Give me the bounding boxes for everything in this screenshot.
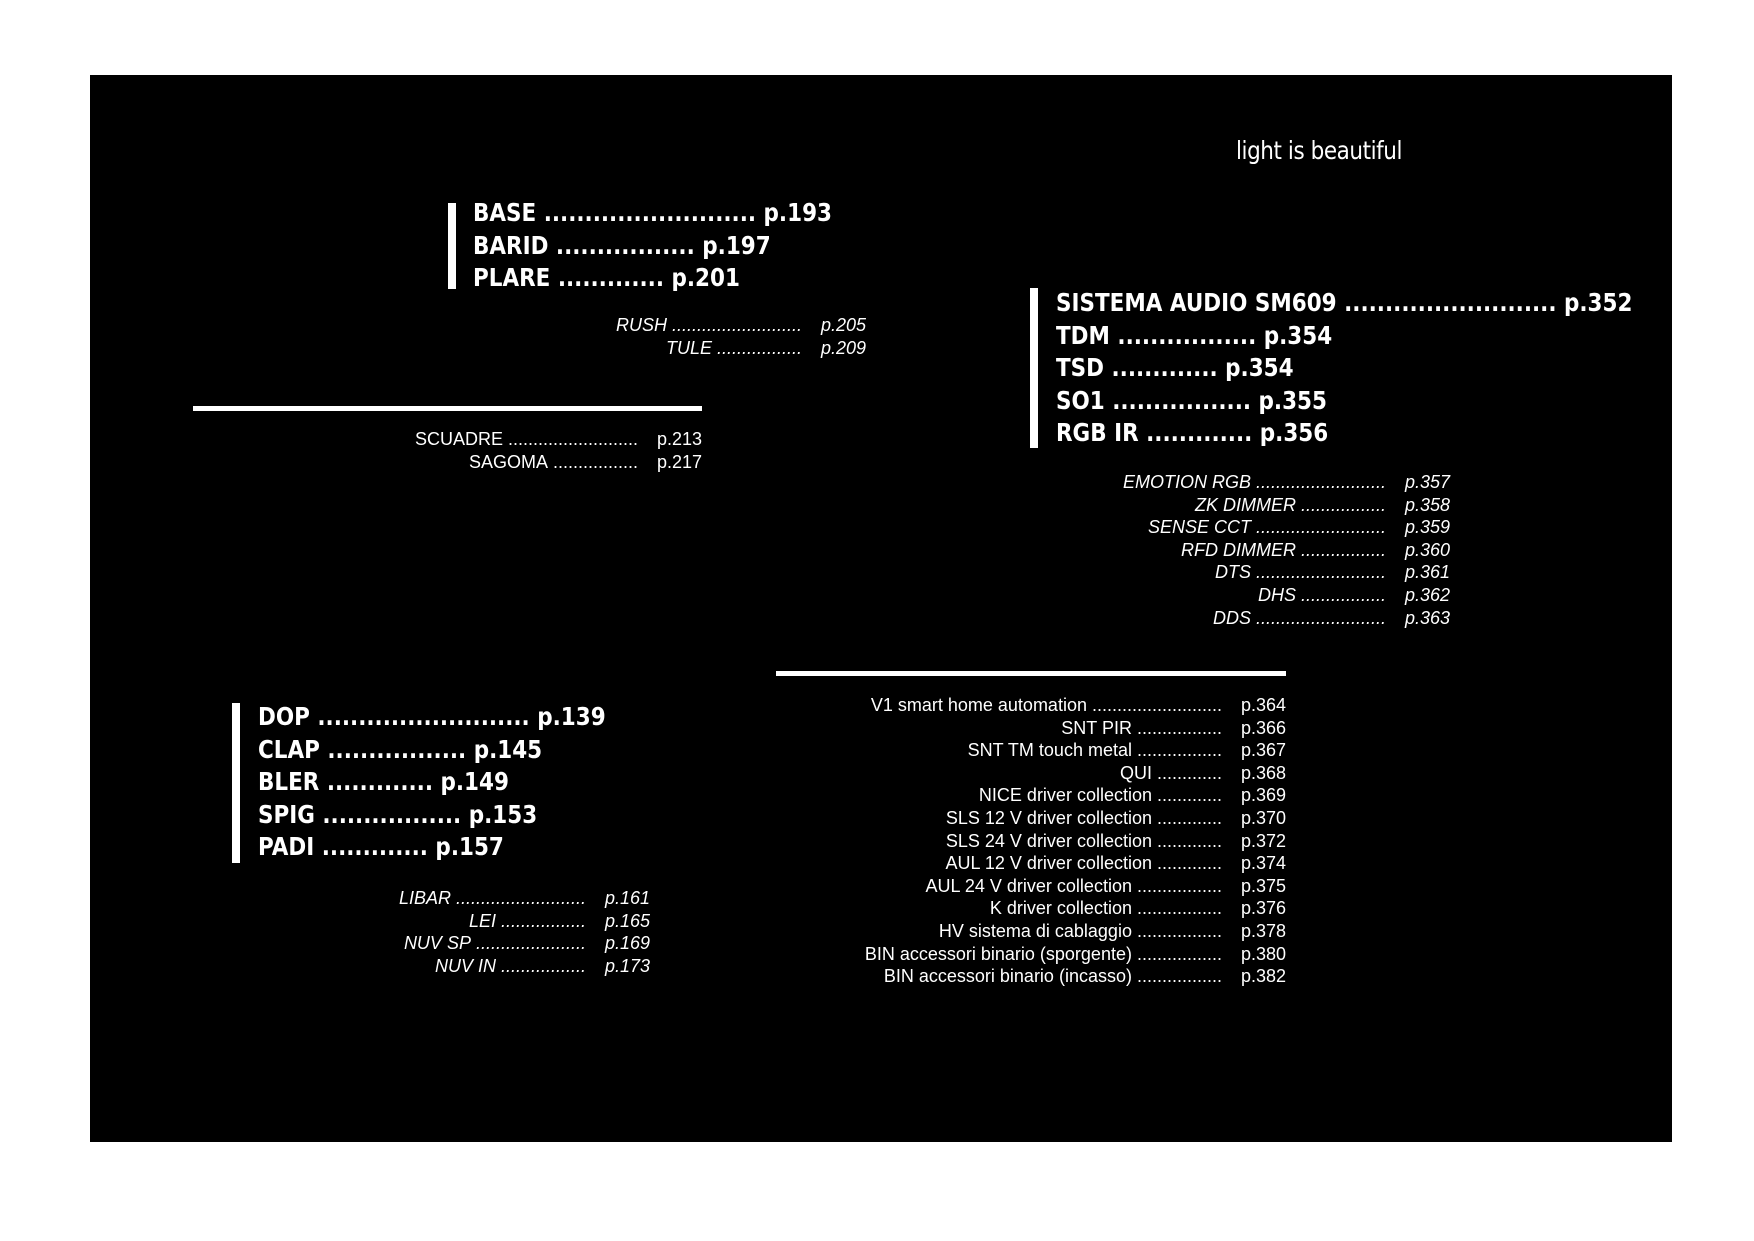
entry-page: p.378 bbox=[1240, 920, 1286, 941]
index-entry bbox=[258, 734, 606, 767]
entry-dots: ................. bbox=[495, 955, 586, 976]
entry-dots: ................. bbox=[1104, 385, 1259, 415]
index-entry bbox=[776, 694, 1286, 717]
entry-name: AUL 12 V driver collection bbox=[945, 853, 1152, 874]
index-entry bbox=[776, 784, 1286, 807]
group1-list bbox=[473, 197, 832, 295]
entry-dots: ............. bbox=[550, 263, 672, 292]
index-entry bbox=[330, 932, 650, 955]
index-entry bbox=[776, 830, 1286, 853]
entry-page: p.357 bbox=[1404, 472, 1450, 492]
entry-name: SLS 12 V driver collection bbox=[945, 807, 1152, 828]
index-entry bbox=[473, 197, 832, 230]
entry-dots: ............. bbox=[1151, 762, 1222, 783]
index-entry bbox=[776, 739, 1286, 762]
entry-dots: ................. bbox=[1131, 898, 1222, 919]
index-entry bbox=[776, 762, 1286, 785]
entry-name: ZK DIMMER bbox=[1194, 494, 1296, 515]
entry-dots: .......................... bbox=[450, 888, 586, 908]
entry-dots: ................. bbox=[1131, 943, 1222, 964]
entry-page: p.217 bbox=[656, 451, 702, 472]
entry-page: p.201 bbox=[671, 263, 740, 292]
entry-name: EMOTION RGB bbox=[1122, 472, 1251, 492]
entry-name: SENSE CCT bbox=[1147, 517, 1251, 538]
entry-name: PADI bbox=[258, 832, 315, 861]
entry-page: p.161 bbox=[604, 888, 650, 908]
group3-sub-list bbox=[1000, 471, 1450, 629]
entry-page: p.193 bbox=[763, 198, 832, 227]
entry-name: K driver collection bbox=[989, 898, 1132, 919]
index-entry bbox=[330, 955, 650, 978]
entry-dots: ............. bbox=[1138, 418, 1260, 447]
entry-page: p.145 bbox=[473, 734, 543, 764]
entry-dots: ............. bbox=[1103, 353, 1226, 382]
group3-list bbox=[1056, 287, 1632, 450]
entry-dots: ................. bbox=[1109, 320, 1264, 350]
index-entry bbox=[1056, 287, 1632, 320]
entry-name: SISTEMA AUDIO SM609 bbox=[1056, 288, 1337, 317]
entry-page: p.153 bbox=[468, 799, 538, 829]
entry-page: p.213 bbox=[656, 429, 702, 449]
entry-name: SO1 bbox=[1056, 385, 1105, 415]
entry-name: TSD bbox=[1056, 353, 1104, 382]
entry-dots: .......................... bbox=[1250, 472, 1386, 492]
entry-name: PLARE bbox=[473, 263, 551, 292]
entry-dots: ................. bbox=[1131, 920, 1222, 941]
index-entry bbox=[1000, 607, 1450, 630]
entry-page: p.370 bbox=[1240, 807, 1286, 828]
entry-page: p.376 bbox=[1240, 898, 1286, 919]
group4-sub-list bbox=[330, 887, 650, 977]
entry-page: p.197 bbox=[702, 230, 771, 260]
entry-page: p.157 bbox=[435, 832, 504, 861]
entry-name: BASE bbox=[473, 198, 537, 227]
entry-page: p.372 bbox=[1240, 830, 1286, 851]
entry-name: SPIG bbox=[258, 799, 315, 829]
entry-page: p.360 bbox=[1404, 539, 1450, 560]
index-entry bbox=[473, 262, 832, 295]
index-entry bbox=[330, 887, 650, 910]
group1-bar bbox=[448, 203, 456, 289]
entry-page: p.380 bbox=[1240, 943, 1286, 964]
index-entry bbox=[1000, 494, 1450, 517]
entry-dots: ................. bbox=[548, 230, 703, 260]
entry-dots: ............. bbox=[1151, 830, 1222, 851]
entry-dots: ................. bbox=[1131, 717, 1222, 738]
entry-dots: ................. bbox=[1131, 740, 1222, 761]
index-entry bbox=[473, 230, 832, 263]
entry-page: p.369 bbox=[1240, 785, 1286, 806]
entry-page: p.368 bbox=[1240, 762, 1286, 783]
entry-dots: ................. bbox=[314, 799, 469, 829]
entry-name: NUV SP bbox=[403, 933, 471, 954]
entry-page: p.209 bbox=[820, 337, 866, 358]
index-entry bbox=[1000, 471, 1450, 494]
index-entry bbox=[350, 428, 702, 451]
index-entry bbox=[560, 337, 866, 360]
entry-page: p.362 bbox=[1404, 584, 1450, 605]
divider-right bbox=[776, 671, 1286, 676]
entry-page: p.356 bbox=[1259, 418, 1329, 447]
entry-name: BLER bbox=[258, 767, 320, 796]
entry-name: DTS bbox=[1214, 562, 1251, 583]
tagline: light is beautiful bbox=[1236, 136, 1403, 165]
entry-name: RFD DIMMER bbox=[1180, 539, 1296, 560]
index-entry bbox=[776, 920, 1286, 943]
index-entry bbox=[258, 831, 606, 864]
entry-dots: ................. bbox=[319, 734, 474, 764]
index-entry bbox=[1056, 352, 1632, 385]
index-entry bbox=[1056, 320, 1632, 353]
entry-dots: .......................... bbox=[1336, 288, 1564, 317]
entry-page: p.354 bbox=[1263, 320, 1333, 350]
group3-bar bbox=[1030, 288, 1038, 448]
index-entry bbox=[776, 717, 1286, 740]
entry-dots: ................. bbox=[1131, 875, 1222, 896]
entry-name: QUI bbox=[1119, 762, 1152, 783]
index-entry bbox=[776, 943, 1286, 966]
entry-page: p.364 bbox=[1240, 695, 1286, 715]
index-entry bbox=[350, 451, 702, 474]
entry-page: p.354 bbox=[1225, 353, 1294, 382]
entry-page: p.366 bbox=[1240, 717, 1286, 738]
entry-dots: ............. bbox=[1151, 853, 1222, 874]
entry-dots: ............. bbox=[1151, 785, 1222, 806]
index-entry bbox=[258, 766, 606, 799]
entry-name: SLS 24 V driver collection bbox=[945, 830, 1152, 851]
entry-name: DDS bbox=[1212, 607, 1251, 628]
entry-name: NUV IN bbox=[434, 955, 496, 976]
index-entry bbox=[330, 910, 650, 933]
entry-dots: .......................... bbox=[1250, 607, 1386, 628]
entry-dots: .......................... bbox=[1250, 562, 1386, 583]
entry-page: p.165 bbox=[604, 910, 650, 931]
entry-page: p.367 bbox=[1240, 740, 1286, 761]
entry-dots: .......................... bbox=[1250, 517, 1386, 538]
entry-page: p.375 bbox=[1240, 875, 1286, 896]
entry-dots: ...................... bbox=[470, 933, 586, 954]
entry-name: SNT PIR bbox=[1061, 717, 1132, 738]
index-entry bbox=[1000, 561, 1450, 584]
entry-name: DHS bbox=[1257, 584, 1296, 605]
entry-name: TDM bbox=[1056, 320, 1110, 350]
entry-page: p.149 bbox=[440, 767, 509, 796]
entry-name: AUL 24 V driver collection bbox=[925, 875, 1132, 896]
entry-dots: ............. bbox=[314, 832, 436, 861]
entry-page: p.359 bbox=[1404, 517, 1450, 538]
entry-page: p.374 bbox=[1240, 853, 1286, 874]
group4-bar bbox=[232, 703, 240, 863]
entry-name: V1 smart home automation bbox=[870, 695, 1087, 715]
divider-left bbox=[193, 406, 702, 411]
entry-dots: ................. bbox=[711, 337, 802, 358]
entry-dots: ................. bbox=[1131, 966, 1222, 987]
index-entry bbox=[1000, 584, 1450, 607]
entry-dots: .......................... bbox=[666, 315, 802, 335]
index-entry bbox=[776, 875, 1286, 898]
index-entry bbox=[258, 799, 606, 832]
entry-name: NICE driver collection bbox=[978, 785, 1152, 806]
group4-list bbox=[258, 701, 606, 864]
entry-dots: ............. bbox=[1151, 807, 1222, 828]
entry-dots: ................. bbox=[1295, 539, 1386, 560]
entry-name: LIBAR bbox=[398, 888, 451, 908]
entry-name: TULE bbox=[665, 337, 712, 358]
entry-name: SNT TM touch metal bbox=[967, 740, 1132, 761]
group5-list bbox=[776, 694, 1286, 988]
entry-name: BARID bbox=[473, 230, 549, 260]
entry-dots: ................. bbox=[1295, 584, 1386, 605]
index-entry bbox=[776, 807, 1286, 830]
entry-dots: ............. bbox=[319, 767, 441, 796]
entry-dots: .......................... bbox=[536, 198, 764, 227]
index-entry bbox=[1056, 385, 1632, 418]
index-entry bbox=[1056, 417, 1632, 450]
group1-sub-list bbox=[560, 314, 866, 359]
entry-page: p.352 bbox=[1563, 288, 1633, 317]
entry-page: p.382 bbox=[1240, 966, 1286, 987]
group2-list bbox=[350, 428, 702, 473]
entry-name: BIN accessori binario (incasso) bbox=[883, 966, 1132, 987]
entry-name: RGB IR bbox=[1056, 418, 1139, 447]
entry-dots: ................. bbox=[547, 451, 638, 472]
index-entry bbox=[1000, 539, 1450, 562]
entry-page: p.358 bbox=[1404, 494, 1450, 515]
entry-name: SAGOMA bbox=[468, 451, 548, 472]
entry-page: p.173 bbox=[604, 955, 650, 976]
entry-name: SCUADRE bbox=[414, 429, 503, 449]
entry-name: HV sistema di cablaggio bbox=[938, 920, 1132, 941]
entry-name: BIN accessori binario (sporgente) bbox=[864, 943, 1132, 964]
index-entry bbox=[776, 897, 1286, 920]
entry-dots: .......................... bbox=[1086, 695, 1222, 715]
index-entry bbox=[776, 965, 1286, 988]
entry-name: RUSH bbox=[615, 315, 667, 335]
index-entry bbox=[560, 314, 866, 337]
index-entry bbox=[776, 852, 1286, 875]
entry-page: p.361 bbox=[1404, 562, 1450, 583]
entry-page: p.363 bbox=[1404, 607, 1450, 628]
entry-dots: ................. bbox=[1295, 494, 1386, 515]
entry-dots: .......................... bbox=[502, 429, 638, 449]
entry-name: LEI bbox=[468, 910, 496, 931]
entry-dots: ................. bbox=[495, 910, 586, 931]
entry-page: p.205 bbox=[820, 315, 866, 335]
entry-page: p.355 bbox=[1258, 385, 1327, 415]
entry-page: p.169 bbox=[604, 933, 650, 954]
index-entry bbox=[1000, 516, 1450, 539]
entry-dots: .......................... bbox=[309, 702, 538, 731]
entry-name: DOP bbox=[258, 702, 310, 731]
index-entry bbox=[258, 701, 606, 734]
entry-name: CLAP bbox=[258, 734, 320, 764]
entry-page: p.139 bbox=[537, 702, 606, 731]
